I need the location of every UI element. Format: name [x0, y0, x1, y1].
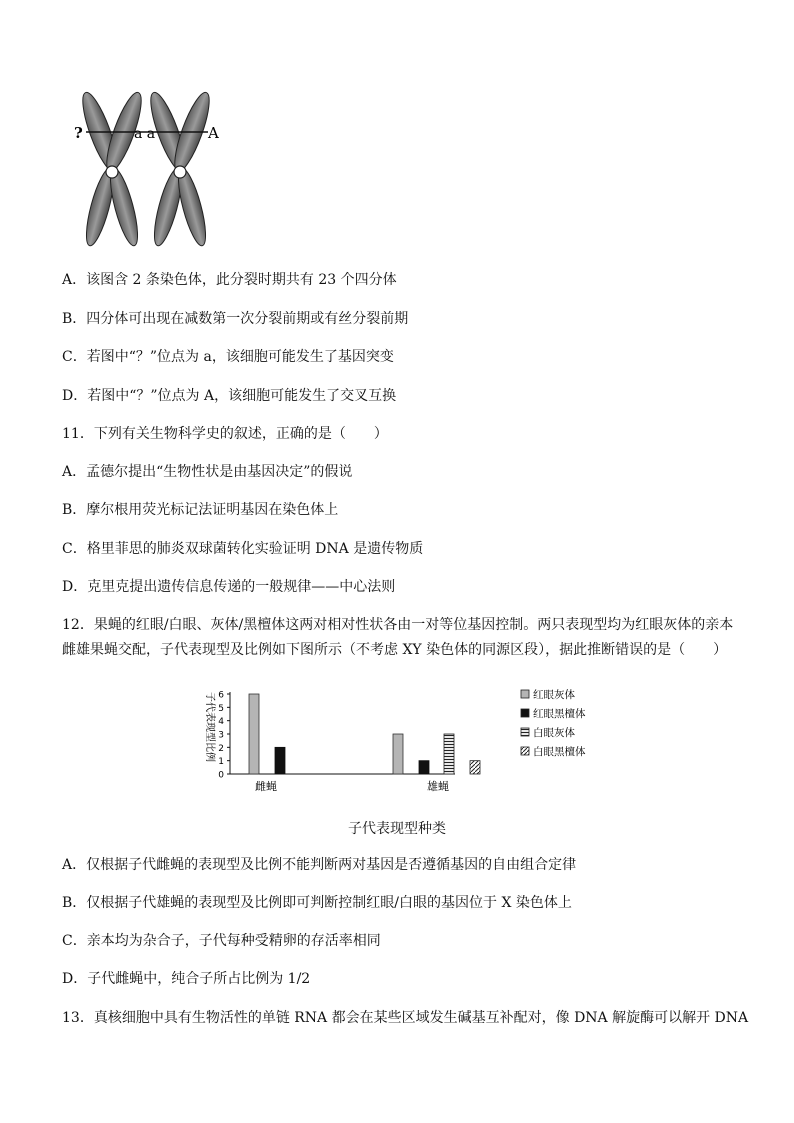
chart-ylabel: 子代表现型比例	[204, 692, 215, 762]
y-tick-label-0: 0	[218, 770, 224, 781]
bar-male-series-0	[393, 734, 403, 774]
legend-swatch-0	[521, 690, 529, 698]
legend-label-1: 红眼黑檀体	[533, 708, 586, 720]
q11-option-d[interactable]: D．克里克提出遗传信息传递的一般规律——中心法则	[62, 579, 396, 595]
q12-option-b[interactable]: B．仅根据子代雄蝇的表现型及比例即可判断控制红眼/白眼的基因位于 X 染色体上	[62, 895, 572, 911]
q10-option-c[interactable]: C．若图中“？”位点为 a，该细胞可能发生了基因突变	[62, 349, 394, 365]
chart-caption: 子代表现型种类	[348, 821, 446, 837]
q11-option-a[interactable]: A．孟德尔提出“生物性状是由基因决定”的假说	[62, 464, 353, 480]
legend-swatch-1	[521, 709, 529, 717]
chromosome-figure	[72, 82, 232, 252]
q11-stem: 11．下列有关生物科学史的叙述，正确的是（ ）	[62, 426, 388, 442]
legend-label-0: 红眼灰体	[533, 689, 575, 701]
locus-label-A: A	[208, 124, 219, 142]
y-tick-label-6: 6	[218, 690, 224, 701]
q10-option-b[interactable]: B．四分体可出现在减数第一次分裂前期或有丝分裂前期	[62, 311, 409, 327]
bar-female-series-1	[275, 747, 285, 774]
q12-option-d[interactable]: D．子代雌蝇中，纯合子所占比例为 1/2	[62, 971, 311, 987]
legend-label-2: 白眼灰体	[533, 727, 575, 739]
q10-option-a[interactable]: A．该图含 2 条染色体，此分裂时期共有 23 个四分体	[62, 272, 397, 288]
bar-male-series-2	[444, 734, 454, 774]
q11-option-c[interactable]: C．格里菲思的肺炎双球菌转化实验证明 DNA 是遗传物质	[62, 541, 424, 557]
y-tick-label-5: 5	[218, 703, 224, 714]
locus-label-aa: a a	[134, 126, 156, 142]
y-tick-label-1: 1	[218, 757, 224, 768]
legend-swatch-2	[521, 728, 529, 736]
q13-stem-line1: 13．真核细胞中具有生物活性的单链 RNA 都会在某些区域发生碱基互补配对，像 DNA 解旋酶可以解开 DNA	[62, 1010, 749, 1026]
y-tick-label-3: 3	[218, 730, 224, 741]
q12-stem-line1: 12．果蝇的红眼/白眼、灰体/黑檀体这两对相对性状各由一对等位基因控制。两只表现型均为红眼灰体的亲本	[62, 617, 734, 633]
offspring-phenotype-chart	[195, 680, 615, 800]
legend-swatch-3	[521, 747, 529, 755]
q10-option-d[interactable]: D．若图中“？”位点为 A，该细胞可能发生了交叉互换	[62, 388, 397, 404]
category-label-male: 雄蝇	[427, 780, 449, 793]
bar-female-series-0	[249, 694, 259, 774]
bar-male-series-3	[470, 761, 480, 774]
bar-male-series-1	[419, 761, 429, 774]
y-tick-label-4: 4	[218, 717, 224, 728]
legend-label-3: 白眼黑檀体	[533, 746, 586, 758]
y-tick-label-2: 2	[218, 743, 224, 754]
q12-stem-line2: 雌雄果蝇交配，子代表现型及比例如下图所示（不考虑 XY 染色体的同源区段），据此推断错误的是（ ）	[62, 642, 728, 658]
q11-option-b[interactable]: B．摩尔根用荧光标记法证明基因在染色体上	[62, 502, 339, 518]
chromosome-right	[144, 89, 216, 248]
q12-option-c[interactable]: C．亲本均为杂合子，子代每种受精卵的存活率相同	[62, 933, 381, 949]
chromosome-left	[76, 89, 148, 248]
q12-option-a[interactable]: A．仅根据子代雌蝇的表现型及比例不能判断两对基因是否遵循基因的自由组合定律	[62, 857, 577, 873]
locus-label-unknown: ?	[74, 124, 83, 142]
category-label-female: 雌蝇	[255, 780, 277, 793]
